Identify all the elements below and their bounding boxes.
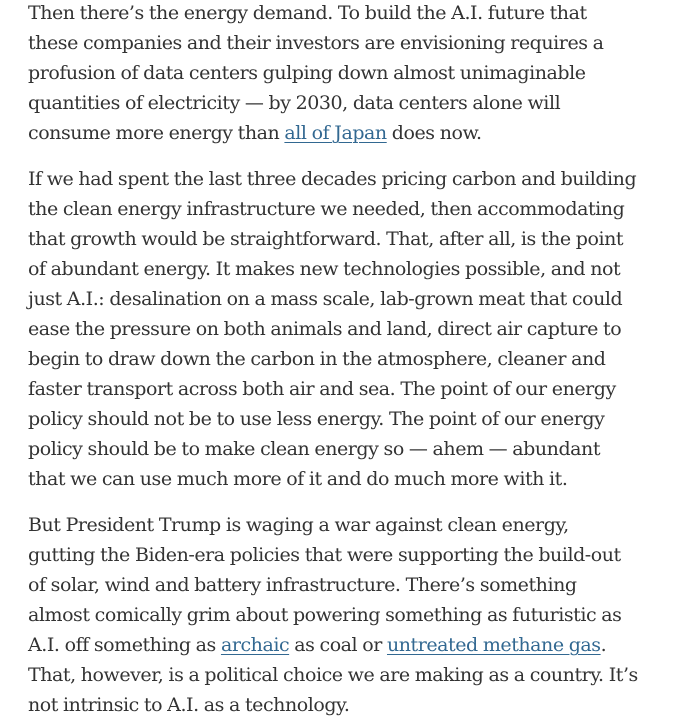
paragraph-abundant-energy — [28, 164, 638, 494]
link-untreated-methane-gas[interactable]: untreated methane gas — [386, 634, 601, 656]
link-all-of-japan[interactable]: all of Japan — [284, 122, 387, 144]
paragraph-text: But President Trump is waging a war against clean energy, gutting the Biden-era policies that were supporting the build-out of solar, wind and battery infrastructure. There’s something almost comically grim about powering something as futuristic as A.I. off something as — [28, 514, 622, 656]
paragraph-text: If we had spent the last three decades pricing carbon and building the clean energy infrastructure we needed, then accommodating that growth would be straightforward. That, after all, is the point of abundant energy. It makes new technologies possible, and not just A.I.: desalination on a mass scale, lab-grown meat that could ease the pressure on both animals and land, direct air capture to begin to draw down the carbon in the atmosphere, cleaner and faster transport across both air and sea. The point of our energy policy should not be to use less energy. The point of our energy policy should be to make clean energy so — ahem — abundant that we can use much more of it and do much more with it. — [28, 168, 637, 490]
link-archaic[interactable]: archaic — [220, 634, 290, 656]
paragraph-text: Then there’s the energy demand. To build the A.I. future that these companies and their investors are envisioning requires a profusion of data centers gulping down almost unimaginable quantities of electricity — by 2030, data centers alone will consume more energy than — [28, 2, 604, 144]
paragraph-text: as coal or — [289, 634, 387, 656]
paragraph-energy-demand — [28, 0, 638, 148]
paragraph-political-choice — [28, 510, 638, 720]
paragraph-text: . That, however, is a political choice we are making as a country. It’s not intrinsic to A.I. as a technology. — [28, 634, 638, 716]
paragraph-text: does now. — [386, 122, 482, 144]
